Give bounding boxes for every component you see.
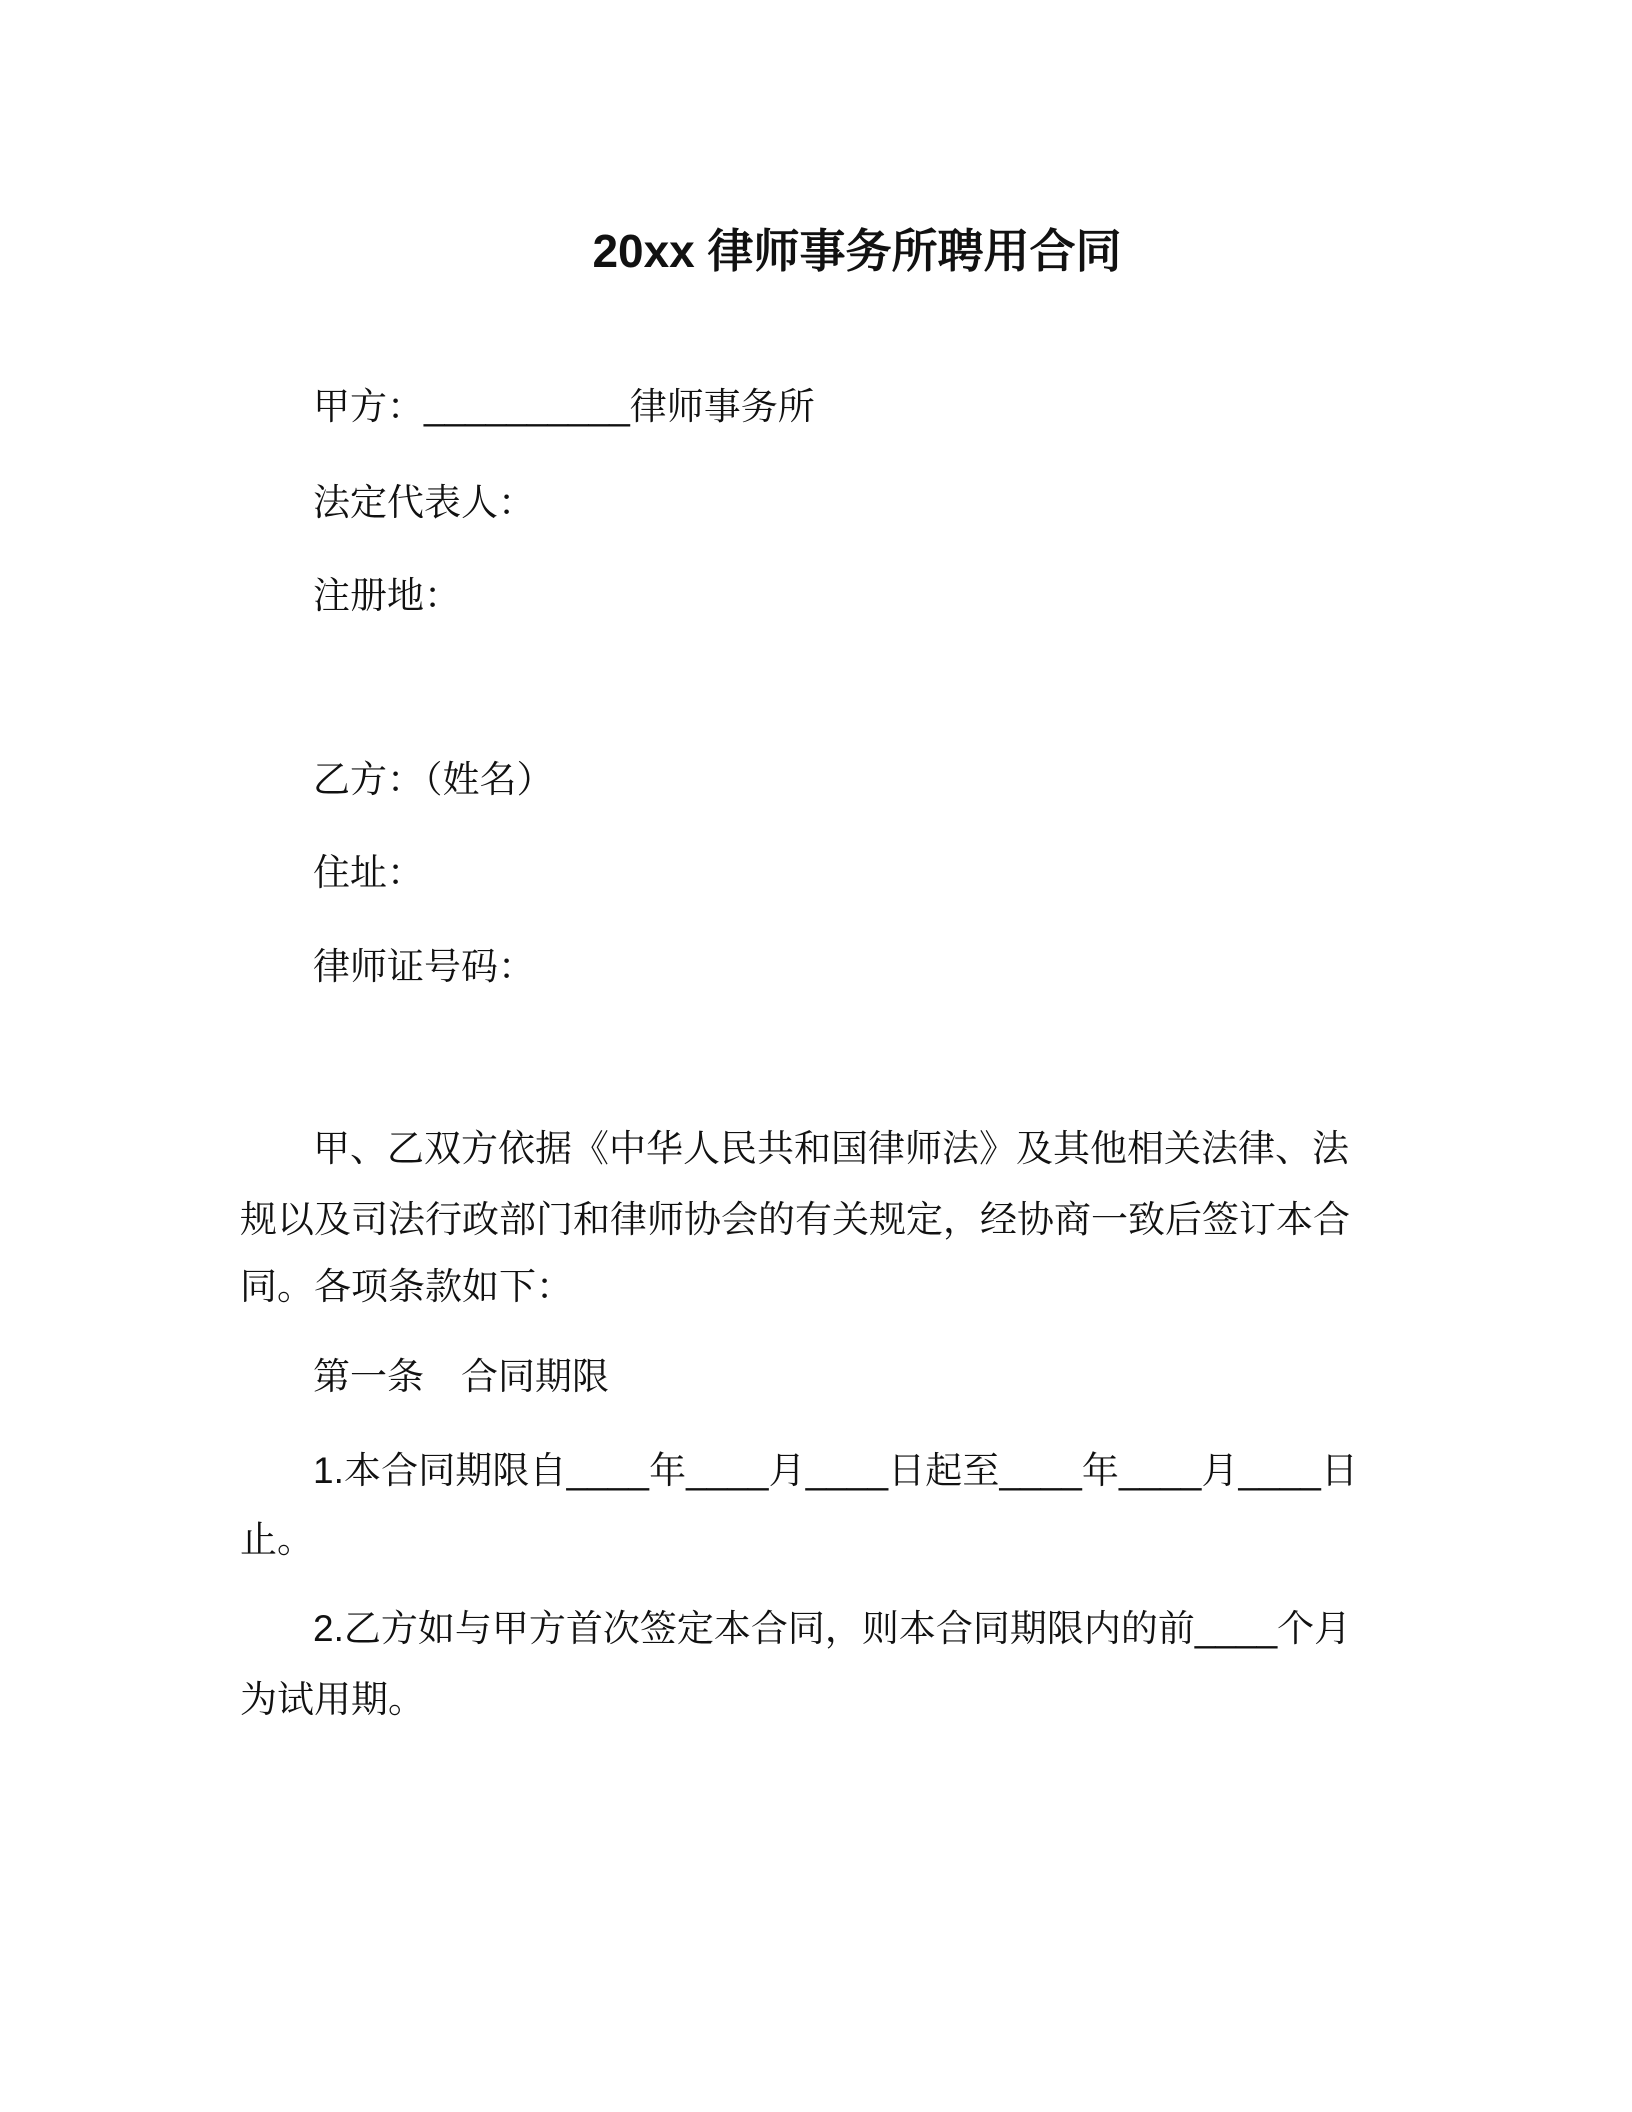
article-heading: 第一条 合同期限 [313, 1356, 609, 1397]
clause-line: 2.乙方如与甲方首次签定本合同，则本合同期限内的前____个月 [313, 1608, 1352, 1649]
legal-representative-field: 法定代表人： [313, 482, 535, 523]
document-title: 20xx 律师事务所聘用合同 [592, 225, 1122, 277]
clause-line: 止。 [240, 1519, 314, 1560]
party-a-field: 甲方：__________律师事务所 [313, 386, 815, 427]
registered-address-field: 注册地： [313, 575, 461, 616]
preamble-line: 甲、乙双方依据《中华人民共和国律师法》及其他相关法律、法 [313, 1128, 1349, 1169]
preamble-line: 同。各项条款如下： [240, 1266, 573, 1307]
address-field: 住址： [313, 852, 424, 893]
preamble-line: 规以及司法行政部门和律师协会的有关规定，经协商一致后签订本合 [240, 1199, 1350, 1240]
clause-line: 为试用期。 [240, 1679, 425, 1720]
clause-line: 1.本合同期限自____年____月____日起至____年____月____日 [313, 1450, 1358, 1491]
lawyer-license-field: 律师证号码： [313, 946, 535, 987]
party-b-field: 乙方：（姓名） [313, 759, 554, 800]
